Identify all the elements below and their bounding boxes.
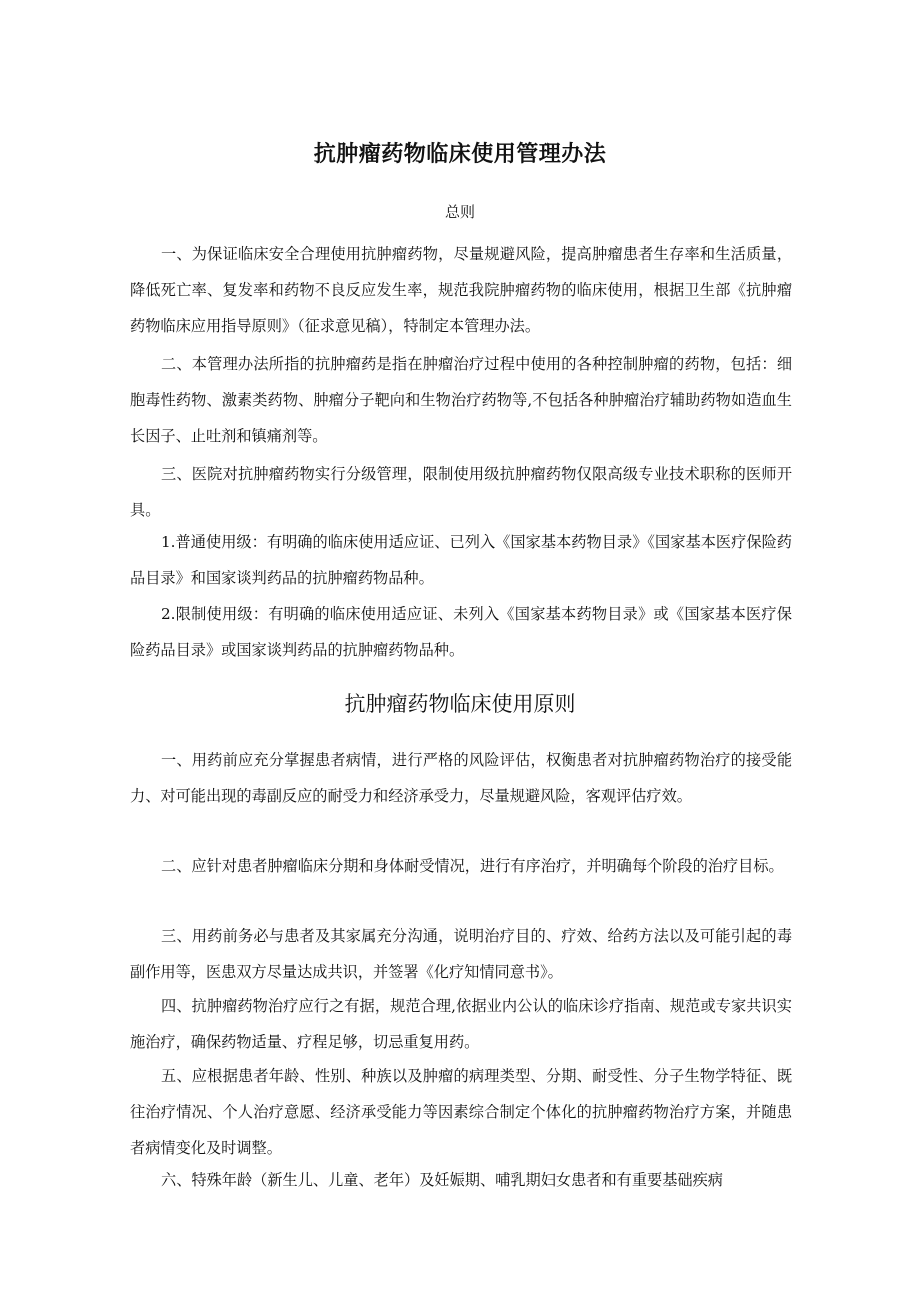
principle-paragraph-4: 四、抗肿瘤药物治疗应行之有据，规范合理,依据业内公认的临床诊疗指南、规范或专家共识实施治疗，确保药物适量、疗程足够，切忌重复用药。 bbox=[130, 997, 792, 1051]
general-paragraph-3: 三、医院对抗肿瘤药物实行分级管理，限制使用级抗肿瘤药物仅限高级专业技术职称的医师开具。 bbox=[130, 465, 792, 519]
principle-paragraph-1: 一、用药前应充分掌握患者病情，进行严格的风险评估，权衡患者对抗肿瘤药物治疗的接受能力、对可能出现的毒副反应的耐受力和经济承受力，尽量规避风险，客观评估疗效。 bbox=[130, 751, 792, 805]
document-title: 抗肿瘤药物临床使用管理办法 bbox=[313, 142, 607, 167]
general-paragraph-2: 二、本管理办法所指的抗肿瘤药是指在肿瘤治疗过程中使用的各种控制肿瘤的药物，包括：细胞毒性药物、激素类药物、肿瘤分子靶向和生物治疗药物等,不包括各种肿瘤治疗辅助药物如造血生长因子、止吐剂和镇痛剂等。 bbox=[130, 355, 792, 445]
general-paragraph-4: 1.普通使用级：有明确的临床使用适应证、已列入《国家基本药物目录》《国家基本医疗保险药品目录》和国家谈判药品的抗肿瘤药物品种。 bbox=[130, 533, 792, 587]
general-heading: 总则 bbox=[444, 203, 475, 221]
principle-paragraph-5: 五、应根据患者年龄、性别、种族以及肿瘤的病理类型、分期、耐受性、分子生物学特征、既往治疗情况、个人治疗意愿、经济承受能力等因素综合制定个体化的抗肿瘤药物治疗方案，并随患者病情变化及时调整。 bbox=[130, 1067, 792, 1157]
general-paragraph-1: 一、为保证临床安全合理使用抗肿瘤药物，尽量规避风险，提高肿瘤患者生存率和生活质量，降低死亡率、复发率和药物不良反应发生率，规范我院肿瘤药物的临床使用，根据卫生部《抗肿瘤药物临床应用指导原则》（征求意见稿），特制定本管理办法。 bbox=[130, 245, 792, 335]
principle-paragraph-6: 六、特殊年龄（新生儿、儿童、老年）及妊娠期、哺乳期妇女患者和有重要基础疾病 bbox=[161, 1171, 723, 1189]
general-paragraph-5: 2.限制使用级：有明确的临床使用适应证、未列入《国家基本药物目录》或《国家基本医疗保险药品目录》或国家谈判药品的抗肿瘤药物品种。 bbox=[130, 605, 792, 659]
principle-paragraph-3: 三、用药前务必与患者及其家属充分沟通，说明治疗目的、疗效、给药方法以及可能引起的毒副作用等，医患双方尽量达成共识，并签署《化疗知情同意书》。 bbox=[130, 927, 792, 981]
principles-heading: 抗肿瘤药物临床使用原则 bbox=[344, 692, 576, 716]
principle-paragraph-2: 二、应针对患者肿瘤临床分期和身体耐受情况，进行有序治疗，并明确每个阶段的治疗目标。 bbox=[161, 857, 784, 875]
